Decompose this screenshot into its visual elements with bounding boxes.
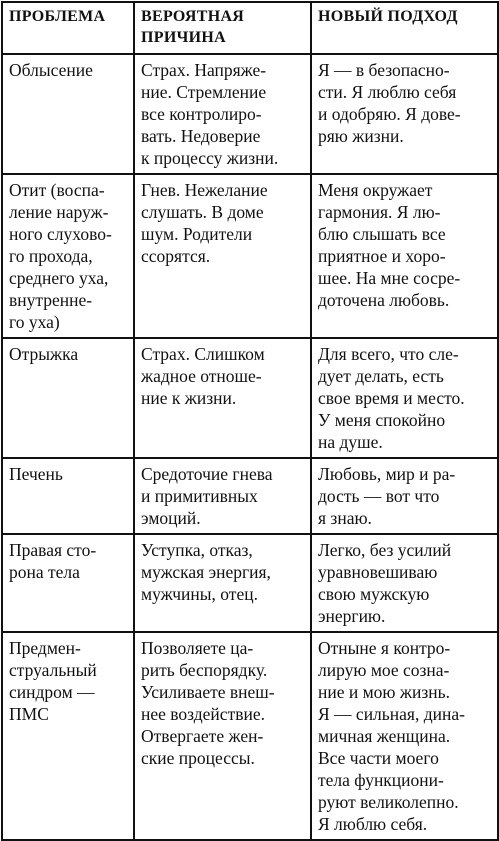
cause-cell: Средоточие гнева и примитивных эмоций. bbox=[134, 458, 311, 534]
cause-cell: Уступка, отказ, мужская энергия, мужчины, отец. bbox=[134, 534, 311, 632]
approach-cell: Для всего, что сле- дует делать, есть свое время и место. У меня спокойно на душе. bbox=[311, 338, 498, 458]
cause-cell: Страх. Напряже- ние. Стремление все контролиро- вать. Недоверие к процессу жизни. bbox=[134, 54, 311, 174]
header-cause: ВЕРОЯТНАЯ ПРИЧИНА bbox=[134, 2, 311, 54]
approach-cell: Я — в безопасно- сти. Я люблю себя и одобряю. Я дове- ряю жизни. bbox=[311, 54, 498, 174]
header-problem: ПРОБЛЕМА bbox=[2, 2, 134, 54]
cause-cell: Позволяете ца- рить беспорядку. Усиливаете внеш- нее воздействие. Отвергаете жен- ские процессы. bbox=[134, 632, 311, 840]
table-row bbox=[2, 632, 498, 840]
cause-cell: Гнев. Нежелание слушать. В доме шум. Родители ссорятся. bbox=[134, 174, 311, 338]
header-approach: НОВЫЙ ПОДХОД bbox=[311, 2, 498, 54]
problem-cell: Печень bbox=[2, 458, 134, 534]
table-row bbox=[2, 54, 498, 174]
approach-cell: Легко, без усилий уравновешиваю свою мужскую энергию. bbox=[311, 534, 498, 632]
approach-cell: Меня окружает гармония. Я лю- блю слышать все приятное и хоро- шее. На мне сосре- доточена любовь. bbox=[311, 174, 498, 338]
approach-cell: Отныне я контро- лирую мое созна- ние и мою жизнь. Я — сильная, дина- мичная женщина. Все части моего тела функциони- руют великолепно. Я люблю себя. bbox=[311, 632, 498, 840]
table-row bbox=[2, 338, 498, 458]
approach-cell: Любовь, мир и ра- дость — вот что я знаю. bbox=[311, 458, 498, 534]
problem-cell: Предмен- струальный синдром — ПМС bbox=[2, 632, 134, 840]
cause-cell: Страх. Слишком жадное отноше- ние к жизни. bbox=[134, 338, 311, 458]
table-header-row bbox=[2, 2, 498, 54]
problem-cell: Правая сто- рона тела bbox=[2, 534, 134, 632]
problem-cell: Отит (воспа- ление наруж- ного слухово- го прохода, среднего уха, внутренне- го уха) bbox=[2, 174, 134, 338]
problem-cell: Облысение bbox=[2, 54, 134, 174]
table-row bbox=[2, 534, 498, 632]
problem-cell: Отрыжка bbox=[2, 338, 134, 458]
table-row bbox=[2, 458, 498, 534]
table-row bbox=[2, 174, 498, 338]
problems-table bbox=[1, 1, 499, 841]
